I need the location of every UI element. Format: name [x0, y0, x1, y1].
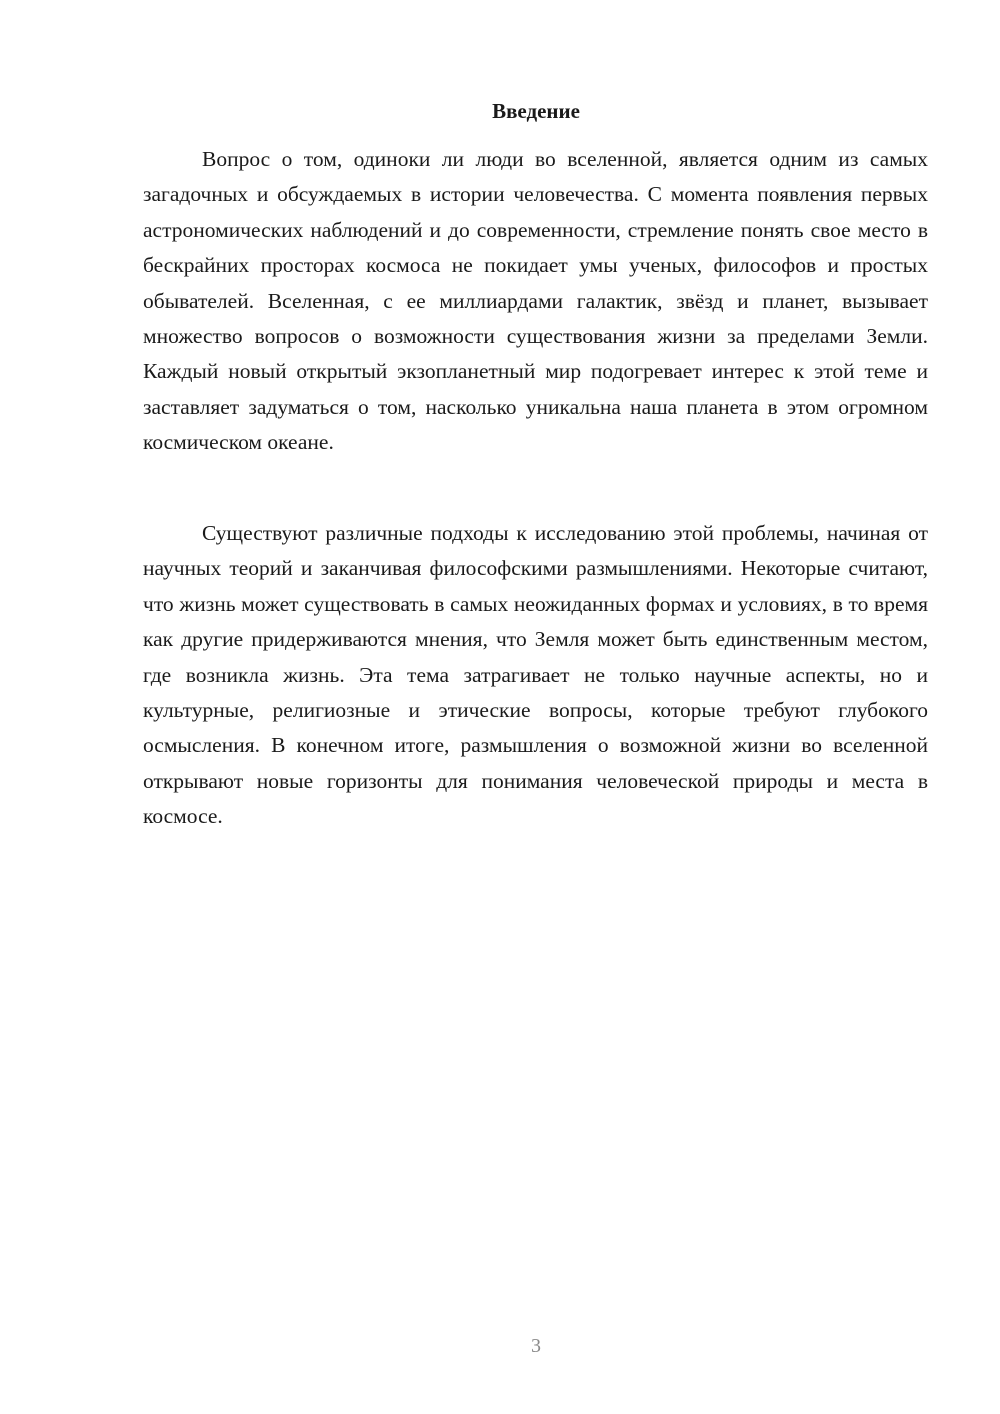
body-paragraph-2: Существуют различные подходы к исследованию этой проблемы, начиная от научных теорий и заканчивая философскими размышлениями. Некоторые считают, что жизнь может существовать в самых неожиданных формах и условиях, в то время как другие придерживаются мнения, что Земля может быть единственным местом, где возникла жизнь. Эта тема затрагивает не только научные аспекты, но и культурные, религиозные и этические вопросы, которые требуют глубокого осмысления. В конечном итоге, размышления о возможной жизни во вселенной открывают новые горизонты для понимания человеческой природы и места в космосе. — [143, 521, 928, 829]
page-number: 3 — [531, 1335, 541, 1357]
section-heading: Введение — [492, 99, 580, 123]
body-paragraph-1: Вопрос о том, одиноки ли люди во вселенной, является одним из самых загадочных и обсуждаемых в истории человечества. С момента появления первых астрономических наблюдений и до современности, стремление понять свое место в бескрайних просторах космоса не покидает умы ученых, философов и простых обывателей. Вселенная, с ее миллиардами галактик, звёзд и планет, вызывает множество вопросов о возможности существования жизни за пределами Земли. Каждый новый открытый экзопланетный мир подогревает интерес к этой теме и заставляет задуматься о том, насколько уникальна наша планета в этом огромном космическом океане. — [143, 147, 928, 455]
